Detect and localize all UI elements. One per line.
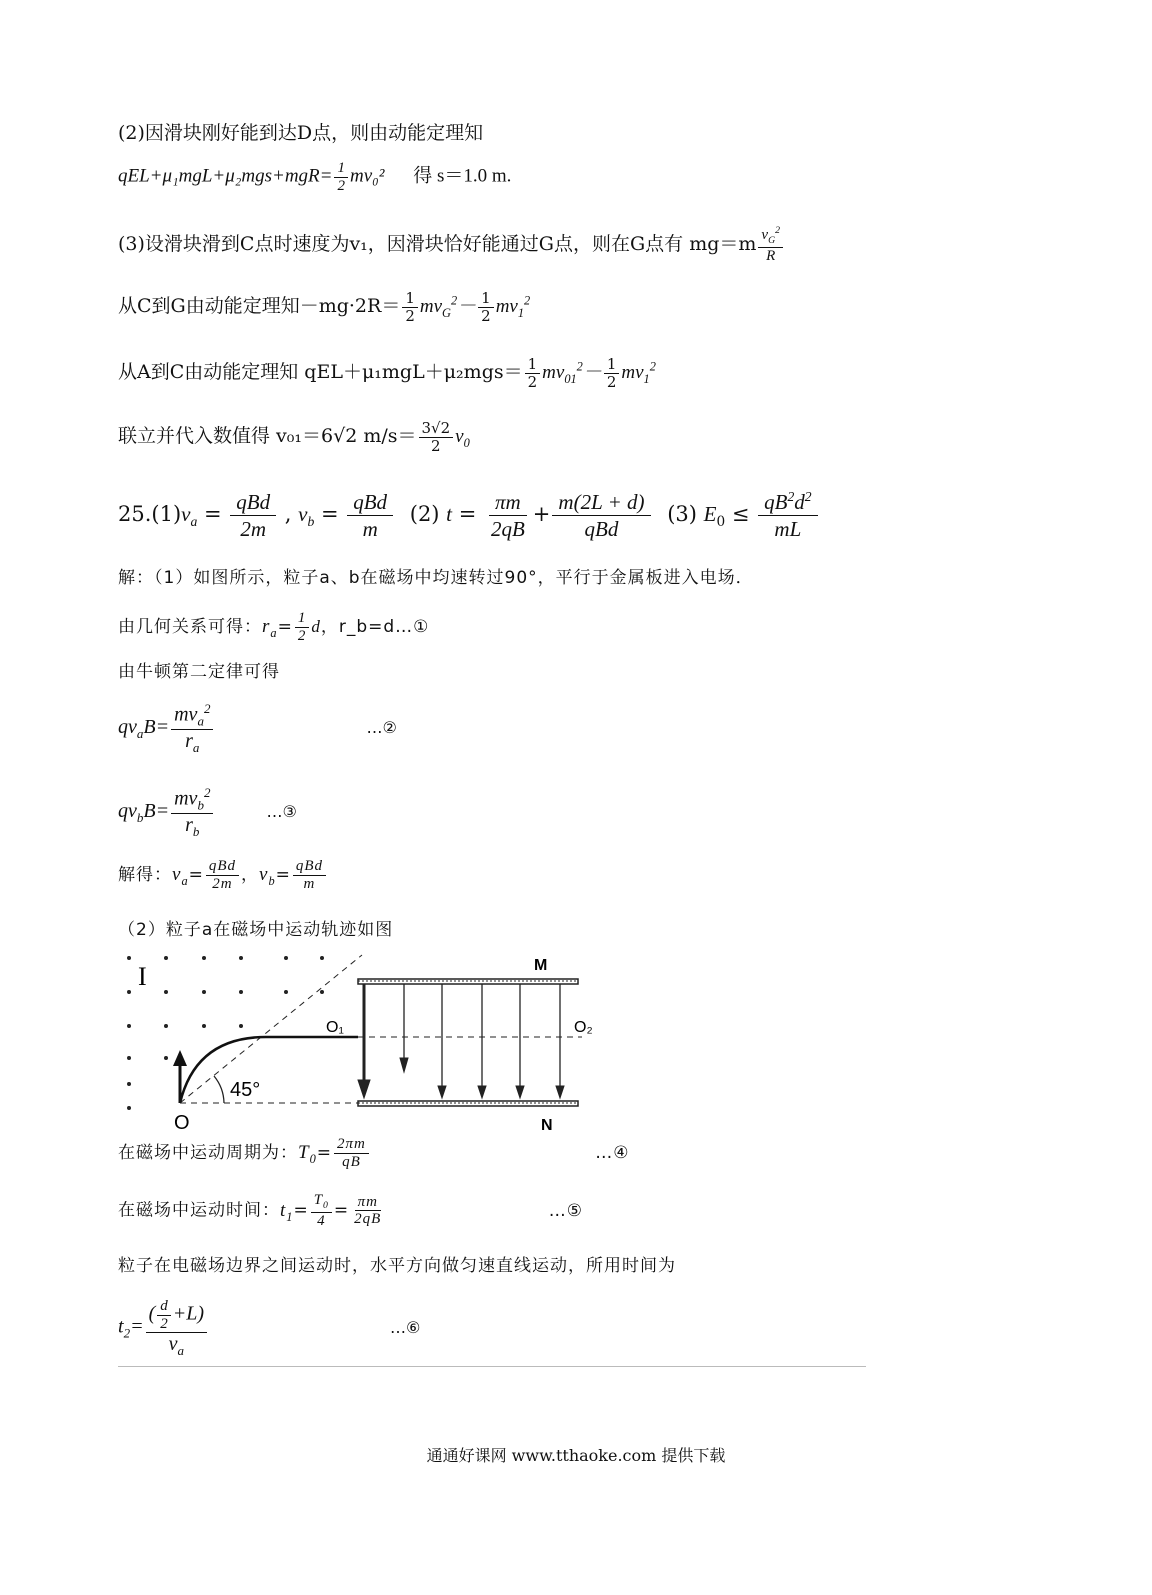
electric-field-arrows [358,984,564,1098]
angle-label: 45° [230,1079,261,1101]
line-part3-intro [118,226,785,264]
between-line: 粒子在电磁场边界之间运动时，水平方向做匀速直线运动，所用时间为 [118,1256,676,1276]
c-to-g-text: 从C到G由动能定理知－mg·2R＝ [118,295,401,317]
newton-line: 由牛顿第二定律可得 [118,662,280,682]
half-fraction: $\frac{1}{2}$ [604,356,620,390]
solution-intro: 解：（1）如图所示，粒子a、b在磁场中均速转过90°，平行于金属板进入电场． [118,568,754,588]
half-fraction: $\frac{1}{2}$ [525,356,541,390]
line-c-to-g: 从C到G由动能定理知－mg·2R＝ $\frac{1}{2}$ $mv_G^2-$ $\frac{1}{2}$ $mv_1^2$ [118,289,531,325]
magnetic-field-dots [127,956,324,1110]
geometry-line: 由几何关系可得：$r_a=$ $\frac{1}{2}$ d，r_b=d…① [118,610,430,644]
origin-label: O [174,1112,190,1134]
e0-answer: $\frac{qB^2d^2}{mL}$ [758,488,817,543]
eq3-mark: …③ [266,802,297,822]
time1-text: 在磁场中运动时间： [118,1200,280,1221]
vb-answer: $\frac{\text{qBd}}{m}$ [347,489,393,543]
period-line: 在磁场中运动周期为：$T_0=$ $\frac{2\pi m}{qB}$ …④ [118,1136,630,1170]
velocity-arrowhead [173,1050,187,1066]
combine-text: 联立并代入数值得 v₀₁＝6√2 m/s＝ [118,425,417,447]
part3-text: (3)设滑块滑到C点时速度为v₁，因滑块恰好能通过G点，则在G点有 mg＝m [118,233,757,256]
eq-6: $t_2=$ ( $\frac{d}{2}$ +L) $v_a$ …⑥ [118,1298,421,1358]
period-fraction: $\frac{2\pi m}{qB}$ [334,1136,369,1170]
eq2-mark: …② [366,718,397,738]
vg-over-r: $\frac{v_G^2}{R}$ [758,226,783,264]
pim-over-2qb: $\frac{\pi m}{2qB}$ [354,1193,382,1228]
line-energy-eq-1 [118,160,511,194]
line-a-to-c: 从A到C由动能定理知 qEL＋μ₁mgL＋μ₂mgs＝ $\frac{1}{2}$ $mv_{01}^2-$ $\frac{1}{2}$ $mv_1^2$ [118,355,656,391]
vb-result: $\frac{\text{qBd}}{m}$ [293,858,326,892]
result-s: 得 s＝1.0 m. [413,165,512,187]
solve-text: 解得： [118,865,172,885]
divider-line [118,1366,866,1367]
geometry-tail: ，r_b=d…① [320,617,430,637]
region-label: I [138,962,147,991]
va-result: $\frac{\text{qBd}}{2m}$ [206,858,239,892]
mvb2-over-rb: $\frac{mv_b^2}{r_b}$ [171,786,213,839]
time1-line: 在磁场中运动时间：$t_1=$ $\frac{T_0}{4}$ = $\frac{\pi m}{2qB}$ …⑤ [118,1192,583,1229]
half-fraction: $\frac{1}{2}$ [478,290,494,324]
q25-answers: $25.(1)v_a$ = $\frac{\text{qBd}}{2m}$ , $v_b$ = $\frac{\text{qBd}}{m}$ (2) t = $\frac{\pi m}{2qB}$ + $\frac{m(2L + d)}{\text{qBd}}$ (3) $E_0$ ≤ $\frac{qB^2d^2}{mL}$ [118,488,820,543]
footer-credit: 通通好课网 www.tthaoke.com 提供下载 [426,1446,726,1465]
eq-3: $qv_bB=$ $\frac{mv_b^2}{r_b}$ …③ [118,785,297,839]
geometry-text: 由几何关系可得： [118,617,262,637]
eq4-mark: …④ [595,1143,630,1163]
period-text: 在磁场中运动周期为： [118,1143,298,1163]
part2-line: （2）粒子a在磁场中运动轨迹如图 [118,920,394,940]
eq-2: $qv_aB=$ $\frac{mv_a^2}{r_a}$ …② [118,701,397,755]
eq5-mark: …⑤ [548,1200,583,1221]
plate-m-label: M [534,957,548,974]
q25-label: 25.(1) [118,501,182,526]
va-answer: $\frac{\text{qBd}}{2m}$ [230,489,276,543]
plate-n-label: N [541,1117,553,1134]
trajectory-figure [116,950,606,1135]
line-part2-intro: (2)因滑块刚好能到达D点，则由动能定理知 [118,122,484,144]
o2-label: O₂ [574,1019,593,1036]
angle-arc [214,1076,224,1103]
half-fraction: $\frac{1}{2}$ [334,160,348,194]
o1-label: O₁ [326,1019,344,1036]
line-combine: 联立并代入数值得 v₀₁＝6√2 m/s＝ $\frac{3√2}{2}$ $v_0$ [118,419,470,455]
a-to-c-text: 从A到C由动能定理知 qEL＋μ₁mgL＋μ₂mgs＝ [118,361,523,383]
half-fraction: $\frac{1}{2}$ [402,290,418,324]
three-root2-over-2: $\frac{3√2}{2}$ [419,420,454,454]
eq6-mark: …⑥ [390,1317,421,1337]
particle-trajectory [180,1037,358,1103]
t-part1: $\frac{\pi m}{2qB}$ [490,489,525,541]
solve-line: 解得：$v_a=$ $\frac{\text{qBd}}{2m}$ ，$v_b=$ $\frac{\text{qBd}}{m}$ [118,858,328,892]
energy-eq-lhs: qEL+μ₁mgL+μ₂mgs+mgR= [118,165,333,187]
half-fraction: $\frac{1}{2}$ [295,610,310,644]
t0-over-4: $\frac{T_0}{4}$ [311,1192,332,1229]
t2-fraction: ( $\frac{d}{2}$ +L) $v_a$ [146,1298,207,1358]
t-part2: $\frac{m(2L + d)}{\text{qBd}}$ [552,489,650,543]
energy-eq-rhs: mv₀² [349,165,385,187]
mva2-over-ra: $\frac{mv_a^2}{r_a}$ [171,702,213,755]
